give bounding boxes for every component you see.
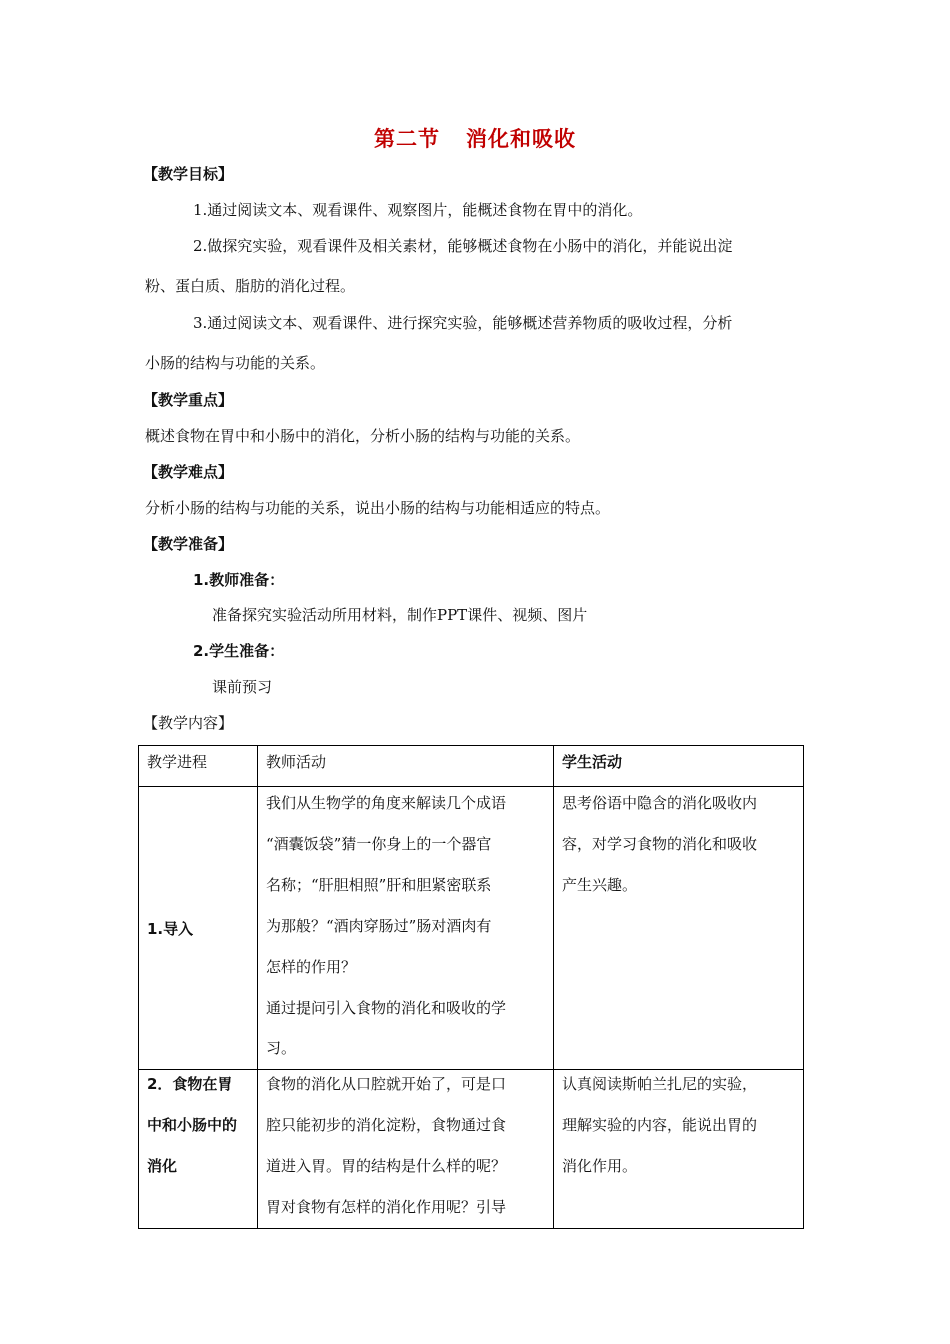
objective-item-2-line-2: 粉、蛋白质、脂肪的消化过程。 bbox=[145, 277, 356, 295]
objective-item-3-line-2: 小肠的结构与功能的关系。 bbox=[145, 354, 326, 372]
teaching-content-table bbox=[138, 745, 804, 1229]
teacher-line: 为那般？“酒肉穿肠过”肠对酒肉有 bbox=[266, 917, 492, 935]
student-line: 消化作用。 bbox=[562, 1157, 638, 1175]
content-heading: 【教学内容】 bbox=[143, 714, 234, 732]
header-stage: 教学进程 bbox=[139, 746, 258, 787]
difficulties-heading: 【教学难点】 bbox=[143, 463, 234, 481]
title-topic: 消化和吸收 bbox=[466, 127, 576, 151]
student-preparation-label: 2.学生准备： bbox=[193, 642, 285, 660]
teacher-line: 道进入胃。胃的结构是什么样的呢？ bbox=[266, 1157, 507, 1175]
title-section-number: 第二节 bbox=[374, 127, 440, 151]
teacher-line: 我们从生物学的角度来解读几个成语 bbox=[266, 794, 507, 812]
student-activity-cell bbox=[554, 1070, 804, 1229]
table-header-row bbox=[139, 746, 804, 787]
stage-label: 1.导入 bbox=[147, 919, 194, 938]
teacher-preparation-text: 准备探究实验活动所用材料，制作PPT课件、视频、图片 bbox=[212, 606, 588, 624]
student-line: 容，对学习食物的消化和吸收 bbox=[562, 835, 758, 853]
objective-item-3-line-1: 3.通过阅读文本、观看课件、进行探究实验，能够概述营养物质的吸收过程，分析 bbox=[193, 314, 733, 332]
preparation-heading: 【教学准备】 bbox=[143, 535, 234, 553]
teacher-line: 怎样的作用？ bbox=[266, 958, 357, 976]
difficulties-text: 分析小肠的结构与功能的关系，说出小肠的结构与功能相适应的特点。 bbox=[145, 499, 611, 517]
teacher-activity-cell bbox=[258, 787, 554, 1070]
student-activity-cell bbox=[554, 787, 804, 1070]
stage-line: 2．食物在胃 bbox=[147, 1075, 233, 1093]
student-line: 产生兴趣。 bbox=[562, 876, 638, 894]
student-line: 理解实验的内容，能说出胃的 bbox=[562, 1116, 758, 1134]
teacher-line: 胃对食物有怎样的消化作用呢？引导 bbox=[266, 1198, 507, 1216]
header-student-activity: 学生活动 bbox=[554, 746, 804, 787]
header-teacher-activity: 教师活动 bbox=[258, 746, 554, 787]
student-line: 认真阅读斯帕兰扎尼的实验， bbox=[562, 1075, 758, 1093]
stage-cell bbox=[139, 1070, 258, 1229]
stage-line: 消化 bbox=[147, 1157, 178, 1175]
objective-item-1: 1.通过阅读文本、观看课件、观察图片，能概述食物在胃中的消化。 bbox=[193, 201, 643, 219]
key-points-text: 概述食物在胃中和小肠中的消化，分析小肠的结构与功能的关系。 bbox=[145, 427, 581, 445]
student-line: 思考俗语中隐含的消化吸收内 bbox=[562, 794, 758, 812]
stage-cell bbox=[139, 787, 258, 1070]
stage-line: 中和小肠中的 bbox=[147, 1116, 238, 1134]
teacher-activity-cell bbox=[258, 1070, 554, 1229]
table-row bbox=[139, 787, 804, 1070]
teacher-preparation-label: 1.教师准备： bbox=[193, 571, 285, 589]
student-preparation-text: 课前预习 bbox=[212, 678, 273, 696]
teacher-line: 食物的消化从口腔就开始了，可是口 bbox=[266, 1075, 507, 1093]
teacher-line: 名称；“肝胆相照”肝和胆紧密联系 bbox=[266, 876, 492, 894]
objective-item-2-line-1: 2.做探究实验，观看课件及相关素材，能够概述食物在小肠中的消化，并能说出淀 bbox=[193, 237, 733, 255]
teacher-line: 腔只能初步的消化淀粉，食物通过食 bbox=[266, 1116, 507, 1134]
page-title bbox=[0, 123, 950, 153]
teacher-line: 习。 bbox=[266, 1039, 297, 1057]
teacher-line: “酒囊饭袋”猜一你身上的一个器官 bbox=[266, 835, 492, 853]
teacher-line: 通过提问引入食物的消化和吸收的学 bbox=[266, 999, 507, 1017]
key-points-heading: 【教学重点】 bbox=[143, 391, 234, 409]
table-row bbox=[139, 1070, 804, 1229]
objectives-heading: 【教学目标】 bbox=[143, 165, 234, 183]
